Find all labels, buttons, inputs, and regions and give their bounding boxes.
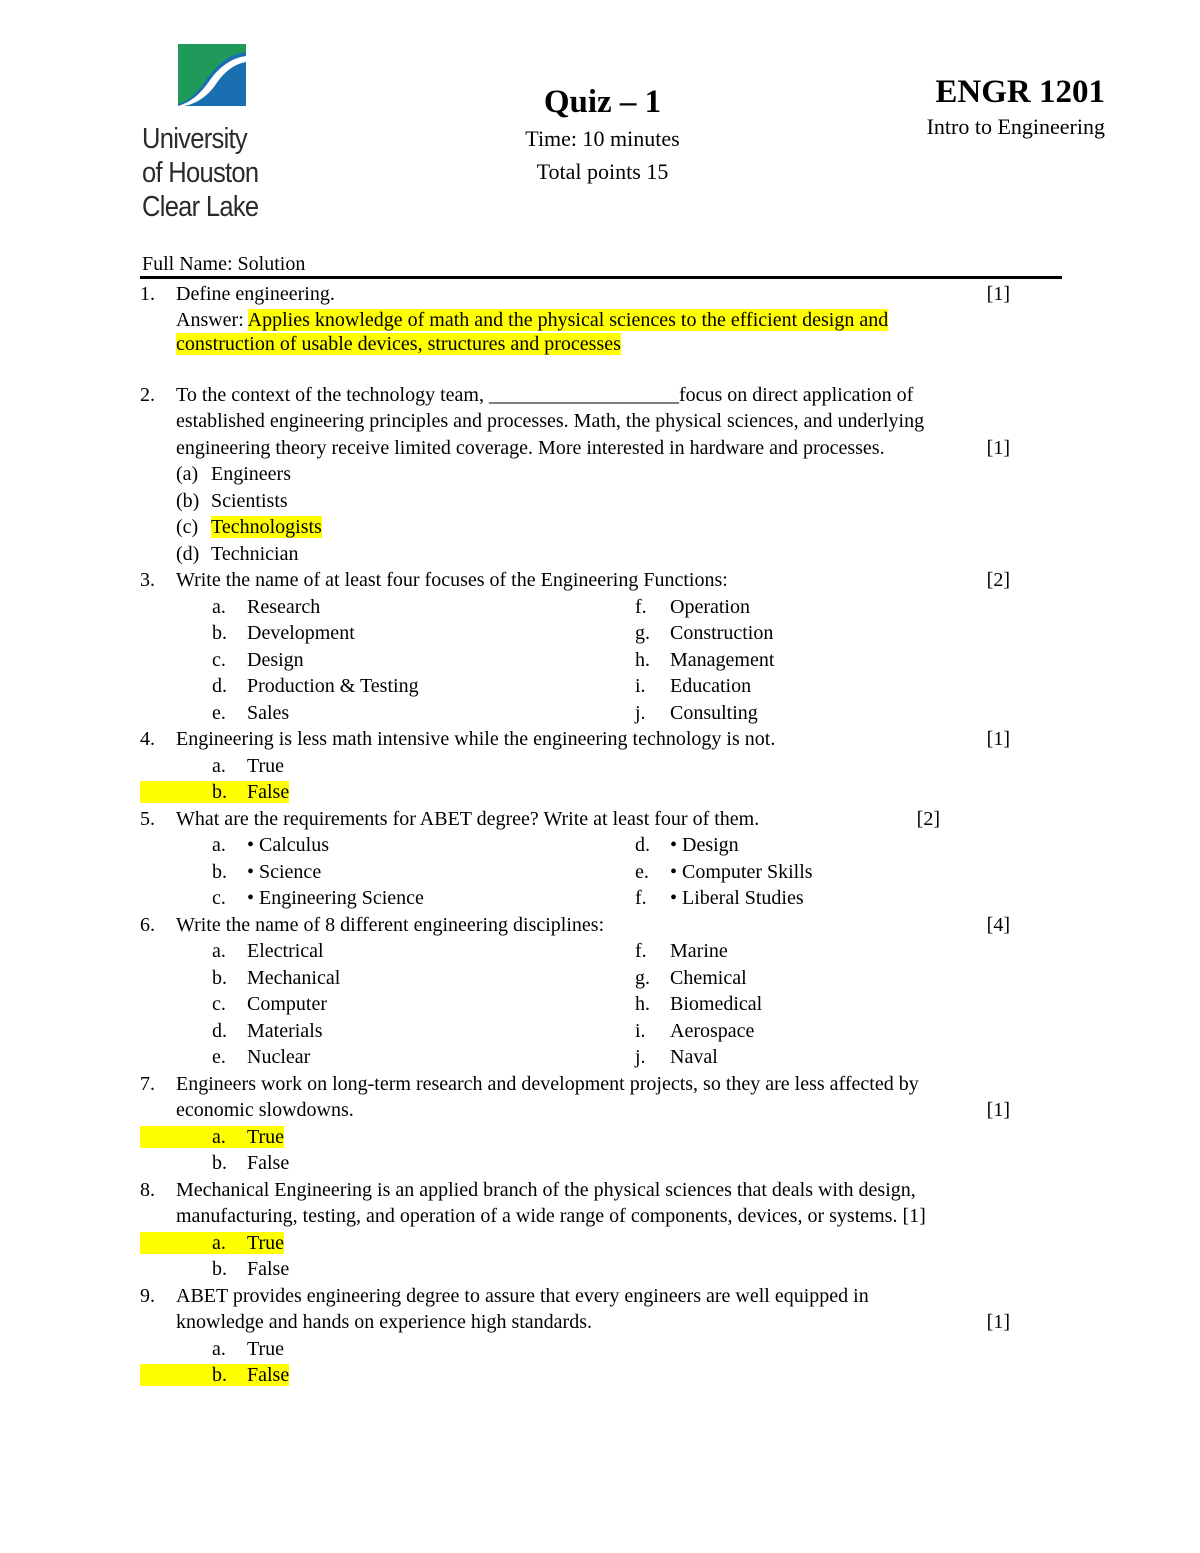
list-item: h. Biomedical [635,993,763,1015]
quiz-header [470,82,735,188]
question-points: [1] [986,1099,1010,1121]
list-item: j. Naval [635,1046,718,1068]
option-b: (b) Scientists [176,489,288,512]
logo-wordmark [142,122,274,224]
list-item: g. Chemical [635,966,747,989]
list-item: e. Sales [212,701,290,724]
list-item: c. • Engineering Science [212,887,424,909]
question-text-line-2: manufacturing, testing, and operation of a wide range of components, devices, or systems. [176,1205,898,1227]
logo-line-1: University [142,123,247,155]
list-item: a. Electrical [212,940,324,962]
list-item: e. • Computer Skills [635,860,813,883]
question-points: [2] [986,569,1010,591]
question-number: 7. [140,1072,155,1095]
quiz-total-points: Total points 15 [536,159,669,184]
list-item: a. • Calculus [212,834,329,856]
question-text-line-2: economic slowdowns. [176,1099,354,1121]
option-d: (d) Technician [176,542,299,565]
question-points: [1] [986,728,1010,750]
question-2 [140,382,1040,568]
list-item: f. Operation [635,595,750,618]
question-text-line-2: established engineering principles and processes. Math, the physical sciences, and underlying [176,410,925,432]
list-item: d. Production & Testing [212,675,419,697]
question-points: [1] [986,436,1010,459]
option-b: b. False [212,1152,290,1174]
list-item: f. Marine [635,940,728,962]
option-a: a. True [212,754,285,777]
option-a-correct: a. True [140,1124,1040,1151]
list-item: h. Management [635,648,775,671]
list-item: b. Mechanical [212,966,341,989]
question-8 [140,1177,1040,1283]
list-item: b. • Science [212,860,322,883]
list-item: f. • Liberal Studies [635,887,804,909]
question-points: [1] [902,1205,926,1227]
question-number: 6. [140,913,155,936]
question-text: Define engineering. [176,283,335,305]
question-text-line-1: To the context of the technology team, ___________________focus on direct application of [176,383,914,406]
question-text-line-1: Mechanical Engineering is an applied branch of the physical sciences that deals with design, [176,1178,916,1201]
question-6 [140,912,1040,1071]
list-item: j. Consulting [635,701,758,724]
question-points: [4] [986,913,1010,936]
answer-text-1: Applies knowledge of math and the physical sciences to the efficient design and [247,308,889,331]
question-3 [140,567,1040,726]
list-item: a. Research [212,595,321,618]
question-number: 2. [140,383,155,406]
question-5 [140,806,1040,912]
answer-label: Answer: [176,308,248,331]
question-text: What are the requirements for ABET degree? Write at least four of them. [176,807,760,830]
question-points: [2] [916,807,940,830]
option-a: a. True [212,1337,285,1360]
question-text-line-1: ABET provides engineering degree to assure that every engineers are well equipped in [176,1284,869,1307]
option-b-correct: b. False [140,779,1040,806]
question-number: 9. [140,1284,155,1307]
logo-line-3: Clear Lake [142,191,259,223]
question-4 [140,726,1040,806]
question-text-line-3: engineering theory receive limited coverage. More interested in hardware and processes. [176,436,885,459]
option-a: (a) Engineers [176,463,291,485]
list-item: i. Education [635,675,752,697]
question-number: 3. [140,569,155,591]
answer-text-2: construction of usable devices, structures and processes [176,332,621,355]
list-item: i. Aerospace [635,1019,755,1042]
question-1 [140,281,1040,356]
quiz-title: Quiz – 1 [543,84,662,120]
full-name: Full Name: Solution [142,253,306,275]
question-text: Write the name of 8 different engineering disciplines: [176,913,605,936]
question-text: Engineering is less math intensive while the engineering technology is not. [176,728,776,750]
list-item: c. Computer [212,993,327,1015]
header-divider [140,276,1062,279]
list-item: e. Nuclear [212,1046,311,1068]
list-item: d. Materials [212,1019,323,1042]
question-text-line-2: knowledge and hands on experience high standards. [176,1311,592,1333]
option-b: b. False [212,1258,290,1280]
course-header [927,72,1105,142]
option-c-correct: (c) Technologists [176,516,322,538]
quiz-time: Time: 10 minutes [525,126,680,151]
question-points: [1] [986,1311,1010,1333]
option-b-correct: b. False [140,1362,1040,1389]
question-7 [140,1071,1040,1177]
list-item: d. • Design [635,834,739,856]
list-item: g. Construction [635,622,774,644]
question-number: 1. [140,283,155,305]
question-text: Write the name of at least four focuses of the Engineering Functions: [176,569,728,591]
option-a-correct: a. True [140,1230,1040,1257]
uhcl-wave-logo-icon [178,44,246,106]
question-points: [1] [986,283,1010,305]
logo-line-2: of Houston [142,157,259,189]
question-number: 8. [140,1178,155,1201]
list-item: c. Design [212,648,304,671]
list-item: b. Development [212,622,355,644]
question-text-line-1: Engineers work on long-term research and development projects, so they are less affected by [176,1072,919,1095]
question-number: 4. [140,728,155,750]
quiz-body [140,281,1040,1389]
course-name: Intro to Engineering [926,114,1105,139]
question-number: 5. [140,807,155,830]
course-code: ENGR 1201 [935,74,1105,110]
question-9 [140,1283,1040,1389]
